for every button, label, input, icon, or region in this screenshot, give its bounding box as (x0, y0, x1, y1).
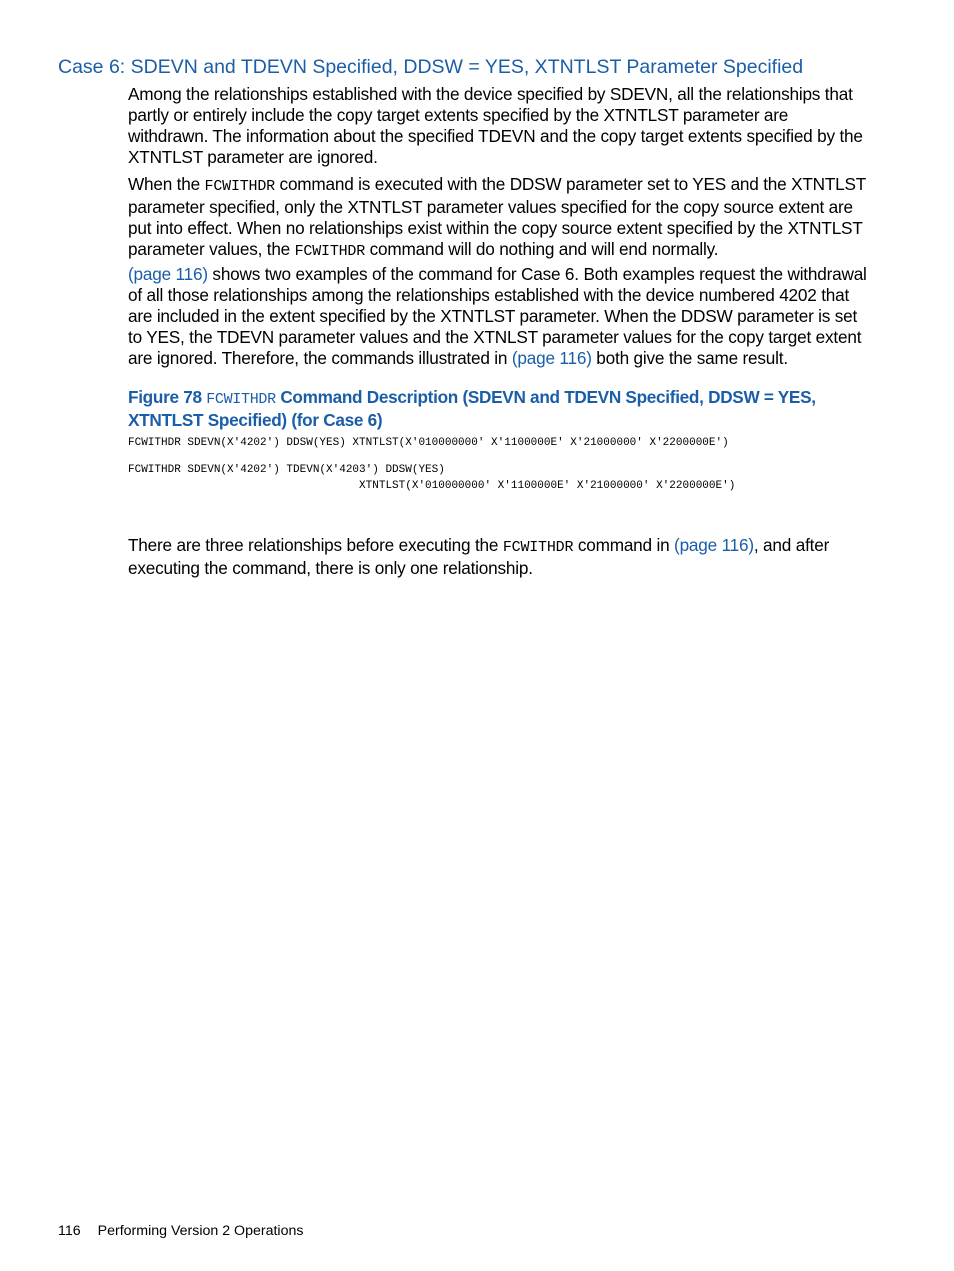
inline-command: FCWITHDR (294, 243, 366, 260)
code-example-2: FCWITHDR SDEVN(X'4202') TDEVN(X'4203') DDSW(YES) XTNTLST(X'010000000' X'1100000E' X'21000000' X'2200000E') (128, 464, 736, 492)
page-link[interactable]: (page 116) (674, 535, 754, 555)
figure-caption: Command Description (SDEVN and TDEVN Specified, DDSW = YES, XTNTLST Specified) (for Case 6) (128, 387, 816, 430)
page-footer (58, 1222, 303, 1240)
inline-command: FCWITHDR (204, 178, 275, 195)
inline-command: FCWITHDR (502, 539, 574, 556)
text-run: command in (573, 535, 675, 555)
paragraph-examples (128, 264, 870, 369)
paragraph-withdrawn-relationships: Among the relationships established with the device specified by SDEVN, all the relationships that partly or entirely include the copy target extents specified by the XTNTLST parameter are withdrawn. The information about the specified TDEVN and the copy target extents specified by the XTNTLST parameter are ignored. (128, 84, 863, 167)
figure-command: FCWITHDR (206, 391, 276, 408)
code-example-1: FCWITHDR SDEVN(X'4202') DDSW(YES) XTNTLST(X'010000000' X'1100000E' X'21000000' X'2200000E') (128, 437, 729, 449)
text-run: , and after executing the command, there is only one relationship. (128, 535, 830, 578)
footer-title: Performing Version 2 Operations (97, 1223, 304, 1239)
page-link[interactable]: (page 116) (511, 348, 592, 368)
text-run: command will do nothing and will end normally. (365, 239, 719, 259)
page-link[interactable]: (page 116) (128, 264, 208, 284)
text-run: When the (128, 174, 205, 194)
text-run: shows two examples of the command for Case 6. Both examples request the withdrawal of all those relationships among the relationships established with the device numbered 4202 that are included in the extent specified by the XTNTLST parameter. When the DDSW parameter is set to YES, the TDEVN parameter values and the XTNLST parameter values for the copy target extent are ignored. Therefore, the commands illustrated in (128, 264, 867, 368)
text-run: There are three relationships before executing the (128, 535, 503, 555)
paragraph-ddsw-behavior (128, 174, 870, 262)
figure-title (128, 387, 870, 431)
paragraph-relationship-count (128, 535, 870, 579)
text-run: command is executed with the DDSW parameter set to YES and the XTNTLST parameter specified, only the XTNTLST parameter values specified for the copy source extent are put into effect. When no relationships exist within the copy source extent specified by the XTNTLST parameter values, the (128, 174, 866, 259)
figure-label: Figure 78 (128, 387, 202, 407)
text-run: both give the same result. (591, 348, 788, 368)
section-heading: Case 6: SDEVN and TDEVN Specified, DDSW = YES, XTNTLST Parameter Specified (58, 56, 804, 78)
page-number: 116 (58, 1223, 81, 1239)
